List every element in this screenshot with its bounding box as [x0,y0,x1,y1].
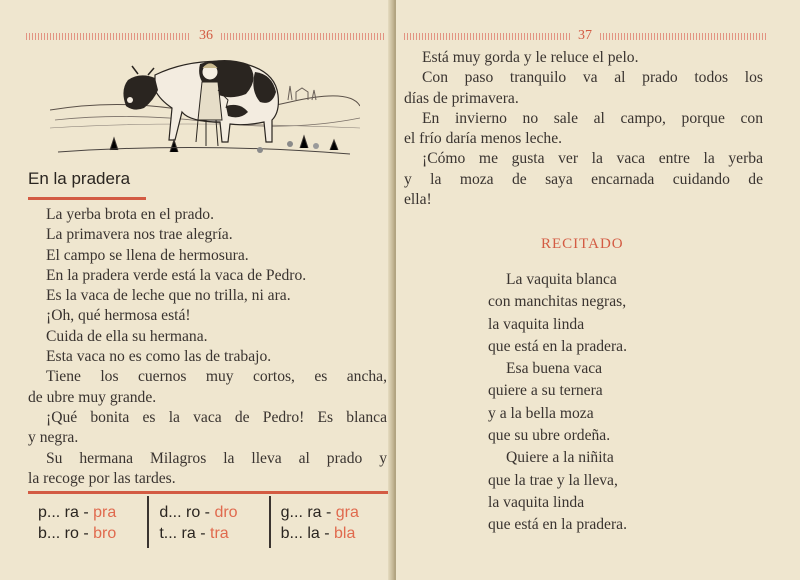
left-body-text [28,205,387,489]
right-page-header [404,30,766,42]
syllable-prompt: t... ra - [159,525,210,542]
syllable-answer: bla [334,525,356,542]
syllable-table [28,496,390,548]
text-line: Cuida de ella su hermana. [46,327,208,345]
poem-line: que está en la pradera. [488,337,627,355]
syllable-column [28,496,147,548]
page-number: 37 [578,28,592,43]
syllable-prompt: b... la - [280,525,335,542]
cow-and-girl-illustration [50,50,360,160]
text-line: La yerba brota en el prado. [46,206,214,223]
header-rule [221,33,386,40]
syllable-table-rule [28,491,390,494]
header-rule [600,33,766,40]
poem-line: Esa buena vaca [506,360,603,378]
text-line: Esta vaca no es como las de trabajo. [46,348,272,366]
text-line: ¡Oh, qué hermosa está! [46,307,191,325]
header-rule [26,33,191,40]
page-number: 36 [199,28,213,43]
right-page [396,0,800,580]
text-line: ¡Qué bonita es la vaca de Pedro! Es blanca [46,408,387,426]
text-line: y negra. [28,429,79,447]
text-line: La primavera nos trae alegría. [46,226,233,244]
left-page-header [26,30,386,42]
poem-line: que la trae y la lleva, [488,471,618,489]
syllable-prompt: g... ra - [280,504,336,521]
syllable-answer: dro [214,504,238,521]
text-line: el frío daría menos leche. [404,130,563,148]
syllable-column [269,496,390,548]
syllable-answer: pra [93,504,117,521]
syllable-answer: gra [335,504,359,521]
poem-line: y a la bella moza [488,404,594,422]
syllable-answer: bro [93,525,117,542]
text-line: ella! [404,191,432,209]
text-line: Está muy gorda y le reluce el pelo. [422,49,639,66]
text-line: El campo se llena de hermosura. [46,246,249,264]
right-body-text [404,48,763,210]
left-page [0,0,392,580]
poem-line: con manchitas negras, [488,293,627,311]
title-underline [28,197,146,200]
poem-line: quiere a su ternera [488,382,603,400]
text-line: ¡Cómo me gusta ver la vaca entre la yerba [422,150,763,168]
syllable-prompt: p... ra - [38,504,94,521]
text-line: Tiene los cuernos muy cortos, es ancha, [46,368,387,386]
section-title: En la pradera [28,169,131,188]
text-line: Su hermana Milagros la lleva al prado y [46,449,387,467]
poem [488,269,768,537]
poem-line: que está en la pradera. [488,516,627,534]
text-line: y la moza de saya encarnada cuidando de [404,170,763,188]
text-line: días de primavera. [404,89,519,107]
text-line: En la pradera verde está la vaca de Pedro. [46,266,307,284]
text-line: Con paso tranquilo va al prado todos los [422,69,763,87]
syllable-answer: tra [210,525,229,542]
syllable-prompt: d... ro - [159,504,215,521]
syllable-prompt: b... ro - [38,525,94,542]
text-line: de ubre muy grande. [28,388,157,406]
text-line: la recoge por las tardes. [28,469,176,487]
text-line: Es la vaca de leche que no trilla, ni ara. [46,287,291,305]
poem-line: la vaquita linda [488,493,585,511]
text-line: En invierno no sale al campo, porque con [422,109,763,127]
syllable-column [147,496,268,548]
poem-line: Quiere a la niñita [506,449,614,467]
poem-line: que su ubre ordeña. [488,427,611,445]
recitado-title: RECITADO [541,236,624,252]
poem-line: La vaquita blanca [506,271,617,288]
poem-line: la vaquita linda [488,315,585,333]
header-rule [404,33,570,40]
